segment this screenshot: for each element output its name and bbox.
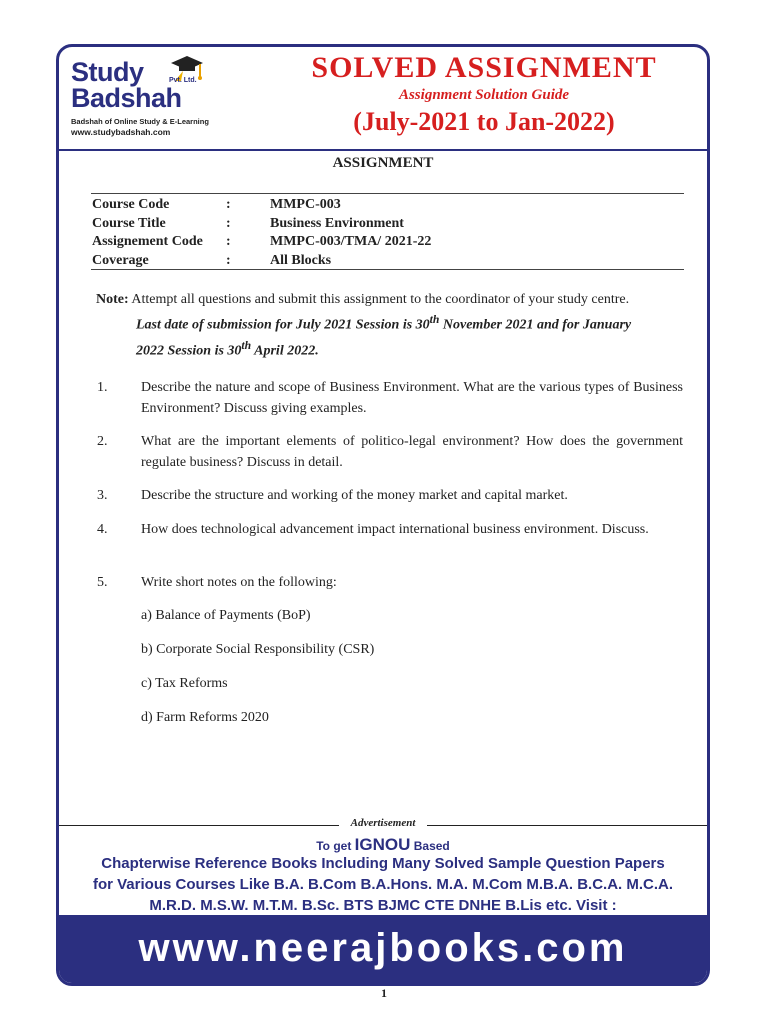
info-top-rule [91,193,684,194]
info-value: MMPC-003/TMA/ 2021-22 [270,234,432,249]
advert-line-ignou: To get IGNOU Based [316,835,450,854]
advert-line-2: for Various Courses Like B.A. B.Com B.A.Hons. M.A. M.Com M.B.A. B.C.A. M.C.A. [92,876,674,893]
subpart-d: d) Farm Reforms 2020 [141,710,269,725]
note-text: Attempt all questions and submit this assignment to the coordinator of your study centre. [131,292,630,307]
subpart-c: c) Tax Reforms [141,676,228,691]
advert-line-3: M.R.D. M.S.W. M.T.M. B.Sc. BTS BJMC CTE DNHE B.Lis etc. Visit : [149,897,617,914]
info-key: Course Title [92,215,166,231]
question-4 [97,519,683,540]
course-info-table [92,197,431,271]
subpart-a: a) Balance of Payments (BoP) [141,608,311,623]
info-sep: : [226,197,231,212]
question-1 [97,377,683,419]
question-number: 2. [97,434,108,449]
info-value: All Blocks [270,252,332,268]
info-sep: : [226,215,231,231]
logo-pvt-ltd: Pvt. Ltd. [169,77,197,84]
logo-tagline: Badshah of Online Study & E-Learning [71,117,209,126]
session-range: (July-2021 to Jan-2022) [353,107,615,136]
subpart-b: b) Corporate Social Responsibility (CSR) [141,642,375,657]
page-frame [56,44,710,986]
info-sep: : [226,234,231,249]
solved-assignment-title: SOLVED ASSIGNMENT [311,51,657,84]
question-text: Describe the nature and scope of Business Environment. What are the various types of Business Environment? Discuss giving examples. [141,380,683,416]
question-number: 4. [97,522,108,537]
advertisement-divider [59,819,707,831]
logo-website[interactable]: www.studybadshah.com [71,127,171,137]
neerajbooks-url-banner[interactable]: www.neerajbooks.com [59,915,707,983]
study-badshah-logo[interactable] [67,53,217,145]
question-5 [97,572,683,593]
question-text: Write short notes on the following: [141,575,337,590]
info-row-course-title [92,216,431,235]
question-text: How does technological advancement impact international business environment. Discuss. [141,522,649,537]
info-key: Assignement Code [92,234,203,249]
note-deadline-line1: Last date of submission for July 2021 Session is 30th November 2021 and for January [136,313,632,333]
question-number: 1. [97,380,108,395]
submission-note [96,290,686,361]
question-number: 3. [97,488,108,503]
info-row-assignment-code [92,234,431,253]
question-number: 5. [97,575,108,590]
question-text: What are the important elements of politico-legal environment? How does the government regulate business? Discuss in detail. [141,434,683,470]
note-deadline-line2: 2022 Session is 30th April 2022. [136,338,319,359]
info-value: MMPC-003 [270,197,341,212]
question-text: Describe the structure and working of the money market and capital market. [141,488,568,503]
question-2 [97,431,683,473]
info-bottom-rule [91,269,684,270]
info-key: Coverage [92,252,149,268]
logo-badshah-text: Badshah [71,83,182,113]
advert-line-1: Chapterwise Reference Books Including Many Solved Sample Question Papers [101,855,665,872]
assignment-guide-subtitle: Assignment Solution Guide [398,87,570,103]
advertisement-label: Advertisement [350,817,416,829]
info-key: Course Code [92,197,170,212]
info-row-course-code [92,197,431,216]
logo-study-text: Study [71,57,144,87]
question-3 [97,485,683,506]
page-number: 1 [381,986,387,1000]
adv-line-right [427,825,707,826]
assignment-heading: ASSIGNMENT [332,155,434,171]
note-label: Note: [96,292,129,307]
header-divider [59,149,707,151]
info-sep: : [226,252,231,268]
info-value: Business Environment [270,215,404,231]
